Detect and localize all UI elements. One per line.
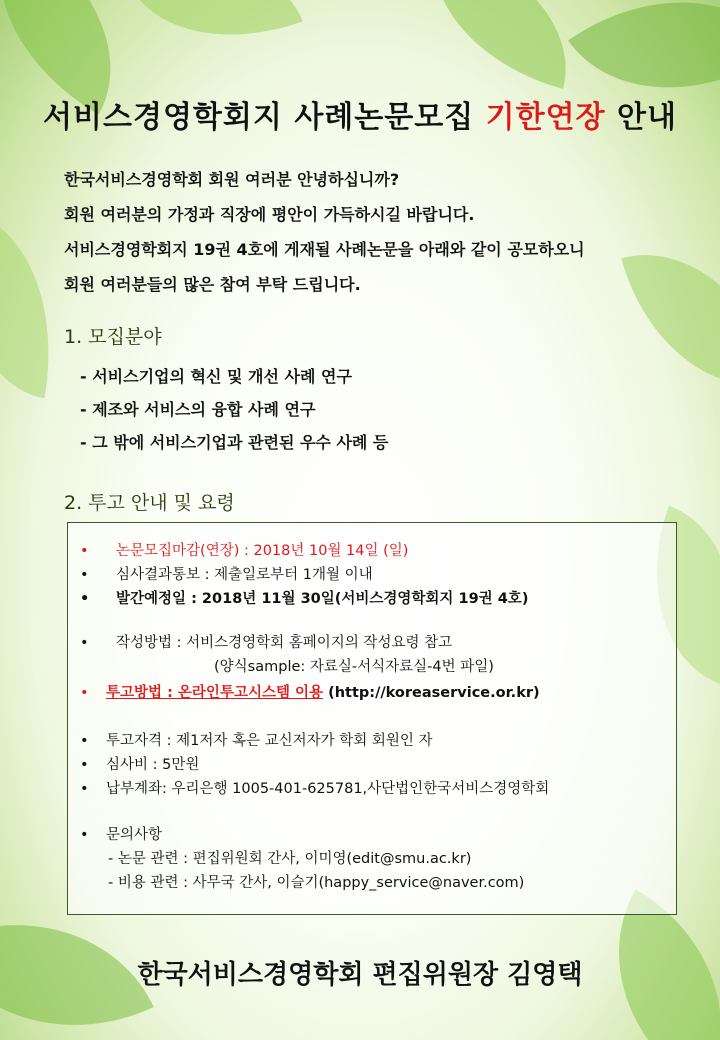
leaf-decoration <box>408 0 591 89</box>
guidelines-box <box>67 522 677 915</box>
footer-signature: 한국서비스경영학회 편집위원장 김영택 <box>137 960 583 990</box>
qualification-row: • 투고자격 : 제1저자 혹은 교신저자가 학회 회원인 자 <box>80 733 433 749</box>
list-item: - 제조와 서비스의 융합 사례 연구 <box>80 400 316 419</box>
account-row: • 납부계좌: 우리은행 1005-401-625781,사단법인한국서비스경영학회 <box>80 781 550 797</box>
title-highlight: 기한연장 <box>485 100 606 135</box>
method-sub-row: (양식sample: 자료실-서식자료실-4번 파일) <box>214 659 494 675</box>
page-title: 서비스경영학회지 사례논문모집 기한연장 안내 <box>43 100 677 135</box>
section1-heading: 1. 모집분야 <box>64 326 162 348</box>
publish-row: • 발간예정일 : 2018년 11월 30일(서비스경영학회지 19권 4호) <box>80 591 529 607</box>
inquiry-row: • 문의사항 <box>80 827 163 843</box>
list-item: - 그 밖에 서비스기업과 관련된 우수 사례 등 <box>80 433 389 452</box>
intro-text <box>64 166 585 306</box>
submit-method-link[interactable]: 투고방법 : 온라인투고시스템 이용 <box>106 685 324 701</box>
intro-line: 서비스경영학회지 19권 4호에 게재될 사례논문을 아래와 같이 공모하오니 <box>64 240 585 259</box>
leaf-decoration <box>127 0 302 73</box>
section1-list <box>80 364 388 463</box>
list-item: - 서비스기업의 혁신 및 개선 사례 연구 <box>80 367 352 386</box>
deadline-row: • 논문모집마감(연장) : 2018년 10월 14일 (일) <box>80 543 409 559</box>
leaf-decoration <box>0 212 74 399</box>
section2-heading: 2. 투고 안내 및 요령 <box>64 492 235 514</box>
intro-line: 한국서비스경영학회 회원 여러분 안녕하십니까? <box>64 170 400 189</box>
intro-line: 회원 여러분의 가정과 직장에 평안이 가득하시길 바랍니다. <box>64 205 475 224</box>
inquiry-paper-row: - 논문 관련 : 편집위원회 간사, 이미영(edit@smu.ac.kr) <box>108 851 472 867</box>
submit-url: (http://koreaservice.or.kr) <box>323 685 540 701</box>
fee-row: • 심사비 : 5만원 <box>80 757 200 773</box>
submit-row: • 투고방법 : 온라인투고시스템 이용 (http://koreaservice.or.kr) <box>80 685 540 701</box>
intro-line: 회원 여러분들의 많은 참여 부탁 드립니다. <box>64 275 361 294</box>
inquiry-cost-row: - 비용 관련 : 사무국 간사, 이슬기(happy_service@naver.com) <box>108 875 525 891</box>
review-row: • 심사결과통보 : 제출일로부터 1개월 이내 <box>80 567 373 583</box>
method-row: • 작성방법 : 서비스경영학회 홈페이지의 작성요령 참고 <box>80 635 453 651</box>
leaf-decoration <box>621 227 720 413</box>
